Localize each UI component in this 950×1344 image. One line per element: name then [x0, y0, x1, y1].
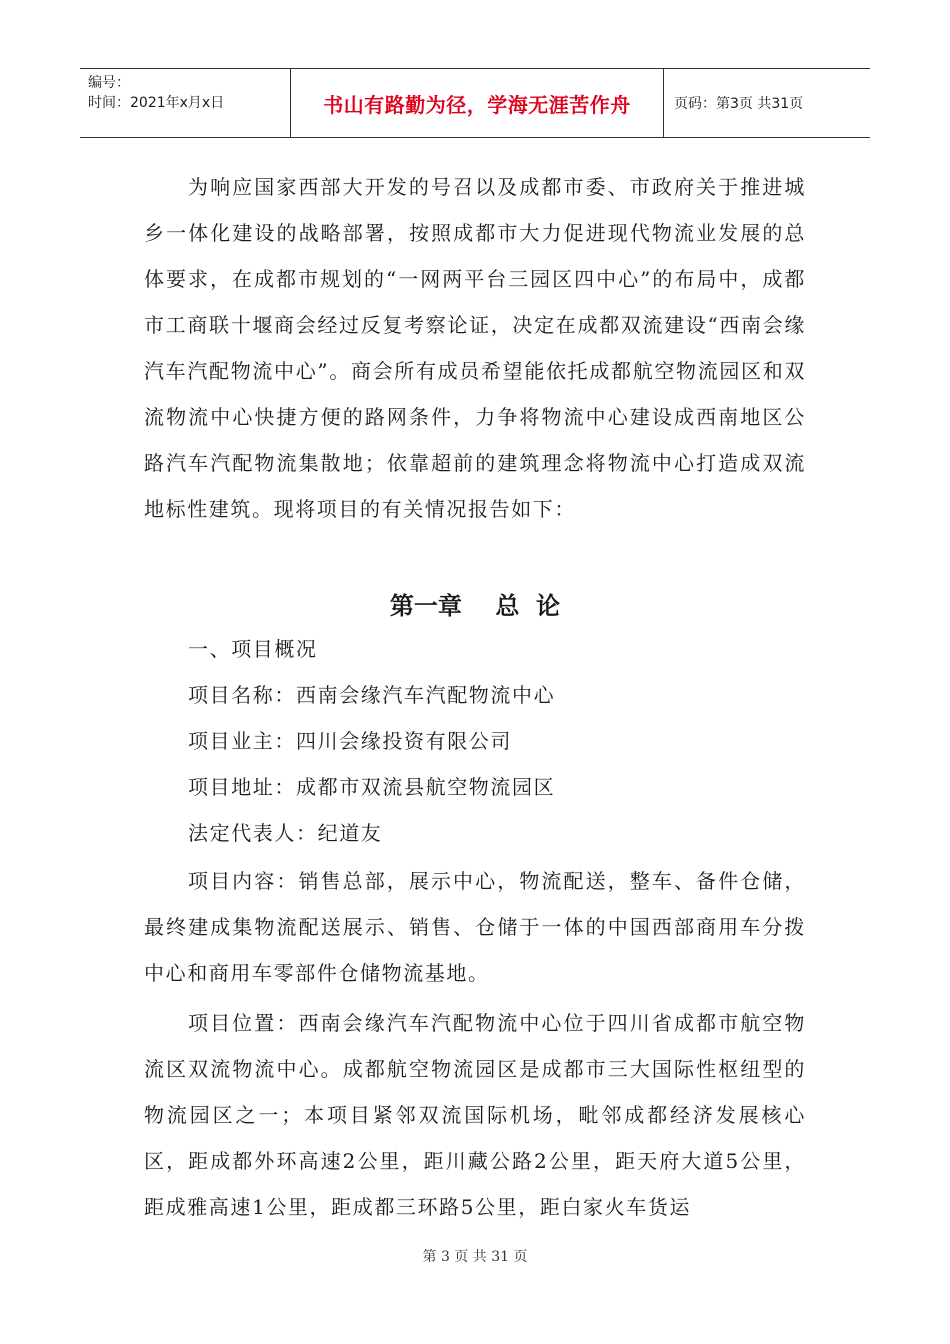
header-motto-cell	[291, 69, 664, 137]
time-label: 时间：2021年x月x日	[88, 95, 225, 111]
header-page-code: 页码：第3页 共31页	[674, 96, 804, 112]
motto: 书山有路勤为径，学海无涯苦作舟	[323, 92, 631, 117]
number-label: 编号：	[88, 75, 130, 91]
header-meta	[80, 69, 291, 137]
project-location: 项目位置：西南会缘汽车汽配物流中心位于四川省成都市航空物流区双流物流中心。成都航空物流园区是成都市三大国际性枢纽型的物流园区之一；本项目紧邻双流国际机场，毗邻成都经济发展核心区，距成都外环高速2公里，距川藏公路2公里，距天府大道5公里，距成雅高速1公里，距成都三环路5公里，距白家火车货运	[144, 1011, 806, 1219]
page-footer: 第 3 页 共 31 页	[422, 1249, 528, 1265]
project-name: 项目名称：西南会缘汽车汽配物流中心	[188, 683, 556, 707]
legal-representative: 法定代表人：纪道友	[188, 821, 383, 845]
page-header	[80, 68, 870, 138]
intro-paragraph: 为响应国家西部大开发的号召以及成都市委、市政府关于推进城乡一体化建设的战略部署，按照成都市大力促进现代物流业发展的总体要求，在成都市规划的“一网两平台三园区四中心”的布局中，成都市工商联十堰商会经过反复考察论证，决定在成都双流建设“西南会缘汽车汽配物流中心”。商会所有成员希望能依托成都航空物流园区和双流物流中心快捷方便的路网条件，力争将物流中心建设成西南地区公路汽车汽配物流集散地；依靠超前的建筑理念将物流中心打造成双流地标性建筑。现将项目的有关情况报告如下：	[144, 175, 806, 521]
project-address: 项目地址：成都市双流县航空物流园区	[188, 775, 556, 799]
project-content: 项目内容：销售总部，展示中心，物流配送，整车、备件仓储，最终建成集物流配送展示、销售、仓储于一体的中国西部商用车分拨中心和商用车零部件仓储物流基地。	[144, 869, 806, 985]
project-owner: 项目业主：四川会缘投资有限公司	[188, 729, 512, 753]
chapter-title: 第一章 总 论	[389, 592, 561, 620]
section-heading: 一、项目概况	[188, 637, 318, 661]
